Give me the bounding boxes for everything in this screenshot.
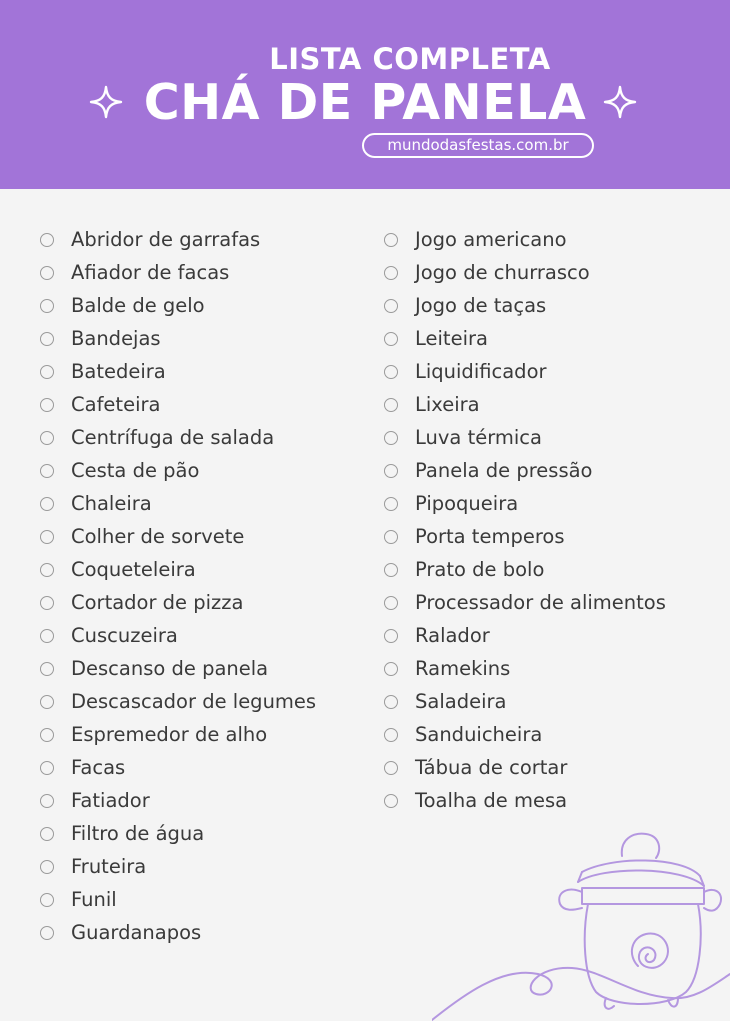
checklist-item xyxy=(384,718,666,751)
checkbox-circle-icon[interactable] xyxy=(40,299,54,313)
checklist-item-label: Ramekins xyxy=(415,657,511,680)
checklist-item xyxy=(40,784,316,817)
checklist-item xyxy=(384,784,666,817)
checklist-item-label: Facas xyxy=(71,756,126,779)
checkbox-circle-icon[interactable] xyxy=(384,794,398,808)
checklist-item-label: Cortador de pizza xyxy=(71,591,244,614)
checklist-item-label: Ralador xyxy=(415,624,490,647)
checklist-item-label: Tábua de cortar xyxy=(415,756,568,779)
checkbox-circle-icon[interactable] xyxy=(384,497,398,511)
website-badge: mundodasfestas.com.br xyxy=(362,133,594,158)
checklist-item-label: Batedeira xyxy=(71,360,166,383)
checklist-item xyxy=(40,718,316,751)
checkbox-circle-icon[interactable] xyxy=(384,761,398,775)
checkbox-circle-icon[interactable] xyxy=(384,431,398,445)
checklist-item-label: Jogo de taças xyxy=(415,294,547,317)
checklist-item-label: Sanduicheira xyxy=(415,723,543,746)
checkbox-circle-icon[interactable] xyxy=(384,596,398,610)
checklist-item xyxy=(384,685,666,718)
checklist-item-label: Fatiador xyxy=(71,789,150,812)
checklist-column-1 xyxy=(40,223,316,949)
checklist-item xyxy=(40,454,316,487)
checklist-item-label: Cuscuzeira xyxy=(71,624,178,647)
checklist-item xyxy=(384,487,666,520)
checklist-item-label: Descascador de legumes xyxy=(71,690,317,713)
checklist-item xyxy=(40,619,316,652)
checklist-item xyxy=(384,652,666,685)
checklist-item-label: Coqueteleira xyxy=(71,558,196,581)
checkbox-circle-icon[interactable] xyxy=(40,563,54,577)
checkbox-circle-icon[interactable] xyxy=(40,332,54,346)
checkbox-circle-icon[interactable] xyxy=(40,662,54,676)
checkbox-circle-icon[interactable] xyxy=(384,662,398,676)
checklist-item-label: Descanso de panela xyxy=(71,657,269,680)
checkbox-circle-icon[interactable] xyxy=(384,728,398,742)
checkbox-circle-icon[interactable] xyxy=(40,431,54,445)
checklist-item xyxy=(40,388,316,421)
checklist-item-label: Fruteira xyxy=(71,855,147,878)
checklist-item-label: Abridor de garrafas xyxy=(71,228,261,251)
checklist-item xyxy=(384,421,666,454)
checklist-item-label: Guardanapos xyxy=(71,921,202,944)
checklist-item-label: Porta temperos xyxy=(415,525,565,548)
checklist-item xyxy=(40,883,316,916)
checklist-item-label: Processador de alimentos xyxy=(415,591,666,614)
checklist-item-label: Jogo de churrasco xyxy=(415,261,590,284)
checklist-item xyxy=(40,487,316,520)
checkbox-circle-icon[interactable] xyxy=(40,794,54,808)
checkbox-circle-icon[interactable] xyxy=(40,629,54,643)
checklist-item-label: Espremedor de alho xyxy=(71,723,268,746)
checklist-item xyxy=(384,256,666,289)
checklist-item xyxy=(40,553,316,586)
checklist-item xyxy=(40,223,316,256)
checkbox-circle-icon[interactable] xyxy=(384,398,398,412)
checklist-item-label: Cesta de pão xyxy=(71,459,200,482)
checklist-item xyxy=(384,619,666,652)
checklist-item-label: Chaleira xyxy=(71,492,152,515)
checklist-item-label: Funil xyxy=(71,888,117,911)
checklist-item-label: Filtro de água xyxy=(71,822,205,845)
checklist-item xyxy=(40,916,316,949)
checklist-item xyxy=(384,553,666,586)
checklist-item-label: Jogo americano xyxy=(415,228,567,251)
checkbox-circle-icon[interactable] xyxy=(40,926,54,940)
checkbox-circle-icon[interactable] xyxy=(384,233,398,247)
checklist-item-label: Lixeira xyxy=(415,393,480,416)
checklist-item xyxy=(40,289,316,322)
checkbox-circle-icon[interactable] xyxy=(40,728,54,742)
checklist-item xyxy=(384,322,666,355)
checklist-item xyxy=(40,817,316,850)
checkbox-circle-icon[interactable] xyxy=(40,233,54,247)
checklist-item-label: Centrífuga de salada xyxy=(71,426,275,449)
checkbox-circle-icon[interactable] xyxy=(384,332,398,346)
checkbox-circle-icon[interactable] xyxy=(40,365,54,379)
checklist-item xyxy=(384,355,666,388)
checklist-item-label: Panela de pressão xyxy=(415,459,593,482)
checkbox-circle-icon[interactable] xyxy=(384,563,398,577)
page-title: CHÁ DE PANELA xyxy=(143,74,587,131)
checklist-item xyxy=(40,322,316,355)
checklist-item xyxy=(384,388,666,421)
checkbox-circle-icon[interactable] xyxy=(40,398,54,412)
checkbox-circle-icon[interactable] xyxy=(40,761,54,775)
checkbox-circle-icon[interactable] xyxy=(40,827,54,841)
checklist-item-label: Bandejas xyxy=(71,327,161,350)
header-banner xyxy=(0,0,730,189)
checkbox-circle-icon[interactable] xyxy=(40,266,54,280)
checklist-item xyxy=(40,256,316,289)
checklist-item-label: Balde de gelo xyxy=(71,294,205,317)
page-subtitle: LISTA COMPLETA xyxy=(269,42,551,76)
checklist-item xyxy=(384,454,666,487)
checklist-item-label: Cafeteira xyxy=(71,393,161,416)
checklist-item xyxy=(384,223,666,256)
checkbox-circle-icon[interactable] xyxy=(384,365,398,379)
checklist-item-label: Prato de bolo xyxy=(415,558,545,581)
checklist-column-2 xyxy=(384,223,666,817)
checkbox-circle-icon[interactable] xyxy=(40,530,54,544)
checkbox-circle-icon[interactable] xyxy=(40,860,54,874)
checklist-item-label: Toalha de mesa xyxy=(415,789,568,812)
checklist-item-label: Leiteira xyxy=(415,327,488,350)
checklist-item xyxy=(384,520,666,553)
checklist-item-label: Pipoqueira xyxy=(415,492,519,515)
checkbox-circle-icon[interactable] xyxy=(384,695,398,709)
checklist-item xyxy=(40,586,316,619)
checkbox-circle-icon[interactable] xyxy=(384,266,398,280)
checkbox-circle-icon[interactable] xyxy=(40,893,54,907)
checkbox-circle-icon[interactable] xyxy=(384,629,398,643)
checklist-item xyxy=(384,586,666,619)
checkbox-circle-icon[interactable] xyxy=(384,464,398,478)
cooking-pot-illustration xyxy=(432,826,730,1021)
checklist-item-label: Saladeira xyxy=(415,690,507,713)
checkbox-circle-icon[interactable] xyxy=(384,299,398,313)
checkbox-circle-icon[interactable] xyxy=(384,530,398,544)
checklist-item-label: Colher de sorvete xyxy=(71,525,245,548)
checklist-item-label: Afiador de facas xyxy=(71,261,230,284)
checklist-item xyxy=(40,520,316,553)
checklist-item xyxy=(40,685,316,718)
checklist-item-label: Liquidificador xyxy=(415,360,547,383)
checklist-item-label: Luva térmica xyxy=(415,426,542,449)
checkbox-circle-icon[interactable] xyxy=(40,596,54,610)
checkbox-circle-icon[interactable] xyxy=(40,695,54,709)
checklist-item xyxy=(40,355,316,388)
checklist-item xyxy=(40,751,316,784)
checklist-item xyxy=(384,751,666,784)
checklist-item xyxy=(40,850,316,883)
checklist-item xyxy=(40,421,316,454)
checklist-item xyxy=(40,652,316,685)
checkbox-circle-icon[interactable] xyxy=(40,497,54,511)
checklist-item xyxy=(384,289,666,322)
checkbox-circle-icon[interactable] xyxy=(40,464,54,478)
